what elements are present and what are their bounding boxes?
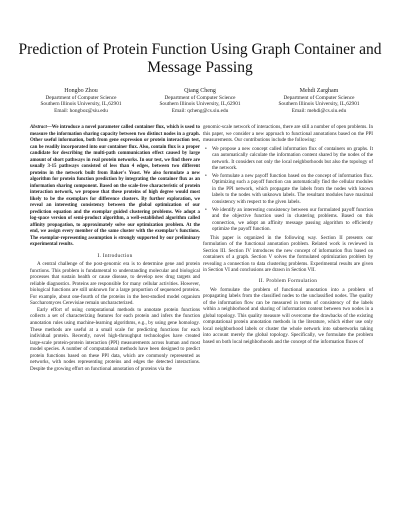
author-block: [22, 88, 378, 114]
author-2: [141, 88, 259, 114]
author-name: Hongbo Zhou: [64, 88, 98, 94]
author-dept: Department of Computer Science: [283, 94, 355, 101]
author-name: Qiang Cheng: [184, 88, 216, 94]
author-dept: Department of Computer Science: [164, 94, 236, 101]
body-paragraph: A central challenge of the post-genomic era is to determine gene and protein functions. This problem is fundamental to understanding molecular and biological processes that sustain health or cause disease, to develop new drug targets and reliable diagnostics. Proteins are responsible for many cellular activities. However, biological functions are still unknown for a large proportion of sequenced proteins. For example, about one-fourth of the proteins in the best-studied model organism Saccharomyces Cerevisiae remain uncharacterized.: [30, 261, 200, 307]
author-name: Mehdi Zargham: [299, 88, 339, 94]
body-paragraph: This paper is organized in the following way. Section II presents our formulation of the functional annotation problem. Related work is reviewed in Section III. Section IV introduces the new concept of information flux based on containers of a graph. Section V solves the formulated optimization problem by revealing a connection to data clustering problems. Experimental results are given in Section VI and conclusions are drawn in Section VII.: [203, 234, 373, 274]
author-email: Email: mehdi@cs.siu.edu: [291, 107, 347, 114]
list-item: • We propose a new concept called information flux of containers on graphs. It can automatically calculate the information content shared by the nodes of the network. It considers not only the local neighborhoods but also the topology of the network.: [212, 146, 373, 172]
left-column: [30, 125, 200, 372]
body-paragraph: We formulate the problem of functional annotation into a problem of propagating labels from the classified nodes to the unclassified nodes. The quality of the information flow can be measured in terms of consistency of the labels within a neighborhood and sharing of information content between two nodes in a global topology. This quality measure will overcome the drawbacks of the existing computational protein annotation methods in the literature, which either use only local neighborhood labels or cluster the whole network into subnetworks taking into account merely the global topology. Specifically, we formulate the problem based on both local neighborhoods and the concept of the information fluxes of: [203, 286, 373, 345]
abstract-text: —We introduce a novel parameter called container flux, which is used to measure the information sharing capacity between two distinct nodes in a graph. Other useful information, both from gene expression or protein interaction test, can be readily incorporated into our container flux. Also, contain flux is a proper candidate for describing the multi-path communication effect caused by large amount of short pathways in real protein networks. In our test, we find there are usually 3-15 pathways consisted of less than 4 edges, between two different proteins in the network built from Baker's Yeast. We also formulate a new algorithm for protein function prediction by integrating the container flux as an information sharing component. Based on the scale-free characteristic of protein interaction network, we propose that these proteins of high degree would most likely to be the exemplars for difference clusters. By further exploration, we reveal an interesting consistency between the global optimization of our prediction equation and the exemplar guided clustering problems. We adopt a log-space version of semi-product algorithm, a well-established algorithm called affinity propagation, to approximately solve our optimization problem. At the end, we assign every member of the same cluster with the exemplar's functions. The exemplar-representing assumption is strongly supported by our preliminary experimental results.: [30, 125, 200, 247]
author-email: Email: qcheng@cs.siu.edu: [171, 107, 229, 114]
author-1: [22, 88, 140, 114]
paper-title: Prediction of Protein Function Using Graph Container and Message Passing: [18, 41, 382, 76]
author-3: [260, 88, 378, 114]
list-item: • We formulate a new payoff function based on the concept of information flux. Optimizing such a payoff function can automatically find the cellular modules in the PPI network, which propagate the labels from the nodes with known labels to the nodes with unknown labels. The resultant modules have maximal consistency with respect to the given labels.: [212, 173, 373, 206]
contribution-list: [203, 146, 373, 233]
body-paragraph: genomic-scale network of interactions, there are still a number of open problems. In this paper, we consider a new approach to functional annotations based on the PPI measurements. Our contributions include the following:: [203, 124, 373, 144]
author-univ: Southern Illinois University, IL,62901: [40, 101, 122, 108]
abstract: [30, 125, 200, 249]
author-univ: Southern Illinois University, IL,62901: [159, 101, 241, 108]
body-paragraph: Early effort of using computational methods to annotate protein functions collects a set of characterizing features for each protein and infers the function annotation rules using machine-learning algorithms, e.g., by using gene homology. These methods are useful at a small scale for predicting functions for each individual protein. Recently, novel high-throughput technologies have created large-scale protein-protein interaction (PPI) measurements across human and most model species. A number of computational methods have been designed to predict protein functions based on these PPI data, which are commonly represented as networks, with nodes representing proteins and edges the detected interactions. Despite the growing effort on functional annotation of proteins via the: [30, 306, 200, 372]
author-dept: Department of Computer Science: [45, 94, 117, 101]
list-item: • We identify an interesting consistency between our formulated payoff function and the objective function used in clustering problems. Based on this connection, we adopt an affinity message passing algorithm to efficiently optimize the payoff function.: [212, 207, 373, 233]
author-email: Email: hongboz@siu.edu: [54, 107, 108, 114]
author-univ: Southern Illinois University, IL,62901: [278, 101, 360, 108]
section-heading-intro: I. Introduction: [97, 252, 133, 259]
abstract-lead: Abstract: [30, 125, 47, 130]
right-column: [203, 124, 373, 346]
section-heading-problem: II. Problem Formulation: [258, 278, 318, 285]
